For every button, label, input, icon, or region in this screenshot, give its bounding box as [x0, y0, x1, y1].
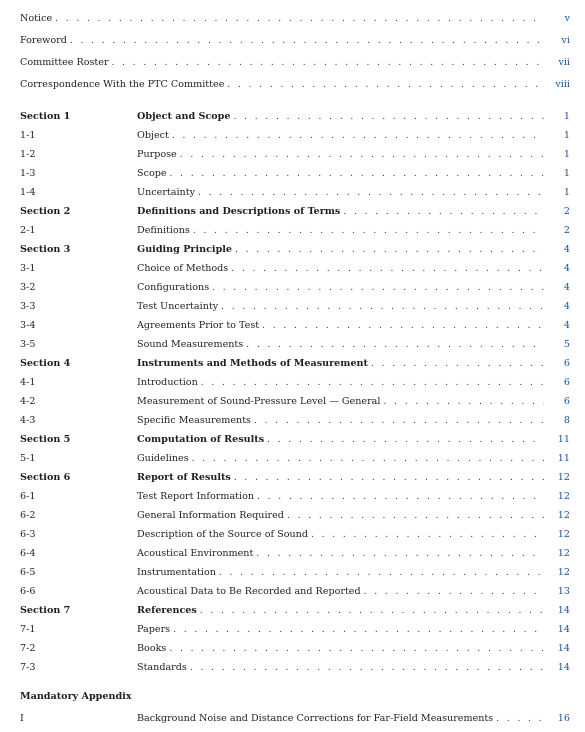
section-number: 4-3 — [20, 415, 36, 426]
dot-leader — [70, 36, 544, 46]
toc-entry — [20, 35, 570, 57]
dot-leader — [173, 625, 544, 635]
dot-leader — [200, 606, 544, 616]
section-number: 7-3 — [20, 662, 36, 673]
dot-leader — [234, 473, 544, 483]
dot-leader — [180, 150, 544, 160]
page-number-link[interactable]: 8 — [563, 415, 570, 426]
spacer — [20, 101, 570, 111]
dot-leader — [172, 131, 544, 141]
page-number-link[interactable]: 6 — [563, 377, 570, 388]
section-heading-row — [20, 244, 570, 263]
page-number-link[interactable]: 11 — [557, 453, 570, 464]
page-number-link[interactable]: v — [564, 13, 570, 24]
dot-leader — [170, 169, 544, 179]
section-number: 6-6 — [20, 586, 36, 597]
page-number-link[interactable]: vii — [558, 57, 570, 68]
section-heading-row — [20, 206, 570, 225]
page-number-link[interactable]: 12 — [557, 472, 570, 483]
page-number-link[interactable]: 6 — [563, 396, 570, 407]
section-title: Guiding Principle — [137, 244, 233, 255]
dot-leader — [219, 568, 544, 578]
section-title: Computation of Results — [137, 434, 265, 445]
section-title: Agreements Prior to Test — [137, 320, 260, 331]
subsection-row — [20, 339, 570, 358]
dot-leader — [311, 530, 544, 540]
section-number: 3-2 — [20, 282, 36, 293]
page-number-link[interactable]: 5 — [563, 339, 570, 350]
section-title: Purpose — [137, 149, 177, 160]
table-of-contents — [20, 13, 570, 732]
subsection-row — [20, 130, 570, 149]
page-number-link[interactable]: 2 — [563, 206, 570, 217]
section-number: 2-1 — [20, 225, 36, 236]
page-number-link[interactable]: 4 — [563, 320, 570, 331]
section-number: 7-2 — [20, 643, 36, 654]
dot-leader — [201, 378, 544, 388]
section-title: Papers — [137, 624, 171, 635]
subsection-row — [20, 662, 570, 681]
section-title: Description of the Source of Sound — [137, 529, 308, 540]
section-number: 6-2 — [20, 510, 36, 521]
section-heading-row — [20, 111, 570, 130]
section-number: 6-5 — [20, 567, 36, 578]
dot-leader — [55, 14, 544, 24]
page-number-link[interactable]: 1 — [563, 111, 570, 122]
section-number: Section 7 — [20, 605, 71, 616]
dot-leader — [371, 359, 544, 369]
subsection-row — [20, 168, 570, 187]
page-number-link[interactable]: 1 — [563, 149, 570, 160]
sections-list — [20, 111, 570, 681]
dot-leader — [267, 435, 544, 445]
section-title: Definitions and Descriptions of Terms — [137, 206, 341, 217]
section-title: Instrumentation — [137, 567, 216, 578]
page-number-link[interactable]: 12 — [557, 510, 570, 521]
subsection-row — [20, 548, 570, 567]
dot-leader — [190, 663, 544, 673]
section-title: Test Report Information — [137, 491, 255, 502]
appendix-heading: Mandatory Appendix — [20, 691, 132, 702]
section-number: 3-4 — [20, 320, 36, 331]
page-number-link[interactable]: 6 — [563, 358, 570, 369]
dot-leader — [192, 454, 544, 464]
section-number: Section 2 — [20, 206, 71, 217]
page-number-link[interactable]: 12 — [557, 529, 570, 540]
section-heading-row — [20, 605, 570, 624]
subsection-row — [20, 586, 570, 605]
dot-leader — [231, 264, 544, 274]
section-number: 1-2 — [20, 149, 36, 160]
dot-leader — [227, 80, 544, 90]
subsection-row — [20, 415, 570, 434]
page-number-link[interactable]: 12 — [557, 567, 570, 578]
section-title: Sound Measurements — [137, 339, 244, 350]
front-matter-list — [20, 13, 570, 101]
subsection-row — [20, 377, 570, 396]
subsection-row — [20, 510, 570, 529]
appendix-list — [20, 713, 570, 732]
section-title: Introduction — [137, 377, 198, 388]
dot-leader — [496, 714, 544, 724]
section-title: Acoustical Data to Be Recorded and Reported — [137, 586, 361, 597]
dot-leader — [198, 188, 544, 198]
page-number-link[interactable]: 12 — [557, 491, 570, 502]
section-number: 1-4 — [20, 187, 36, 198]
page-number-link[interactable]: 13 — [557, 586, 570, 597]
section-number: Section 4 — [20, 358, 71, 369]
section-heading-row — [20, 472, 570, 491]
section-title: Measurement of Sound-Pressure Level — General — [137, 396, 381, 407]
page-number-link[interactable]: 14 — [557, 624, 570, 635]
dot-leader — [246, 340, 544, 350]
dot-leader — [364, 587, 544, 597]
subsection-row — [20, 643, 570, 662]
page-number-link[interactable]: 11 — [557, 434, 570, 445]
section-title: Object and Scope — [137, 111, 231, 122]
section-number: Section 1 — [20, 111, 71, 122]
dot-leader — [212, 283, 544, 293]
section-title: General Information Required — [137, 510, 284, 521]
page-number-link[interactable]: 14 — [557, 662, 570, 673]
entry-title: Correspondence With the PTC Committee — [20, 79, 227, 90]
section-number: Section 5 — [20, 434, 71, 445]
section-title: Scope — [137, 168, 167, 179]
dot-leader — [169, 644, 544, 654]
page-number-link[interactable]: 4 — [563, 244, 570, 255]
section-title: Report of Results — [137, 472, 231, 483]
subsection-row — [20, 624, 570, 643]
page-number-link[interactable]: 4 — [563, 282, 570, 293]
section-number: Section 6 — [20, 472, 71, 483]
dot-leader — [221, 302, 544, 312]
dot-leader — [383, 397, 544, 407]
section-title: Test Uncertainty — [137, 301, 219, 312]
page-number-link[interactable]: 14 — [557, 643, 570, 654]
subsection-row — [20, 529, 570, 548]
entry-title: Notice — [20, 13, 55, 24]
subsection-row — [20, 453, 570, 472]
subsection-row — [20, 225, 570, 244]
section-number: 5-1 — [20, 453, 36, 464]
dot-leader — [287, 511, 544, 521]
dot-leader — [235, 245, 544, 255]
section-number: 7-1 — [20, 624, 36, 635]
section-number: 4-2 — [20, 396, 36, 407]
section-number: 4-1 — [20, 377, 36, 388]
section-title: Configurations — [137, 282, 210, 293]
section-number: 3-5 — [20, 339, 36, 350]
dot-leader — [257, 492, 544, 502]
subsection-row — [20, 301, 570, 320]
page-number-link[interactable]: 1 — [563, 187, 570, 198]
section-number: 3-1 — [20, 263, 36, 274]
section-number: 6-3 — [20, 529, 36, 540]
dot-leader — [256, 549, 544, 559]
section-title: Object — [137, 130, 169, 141]
page-number-link[interactable]: vi — [561, 35, 570, 46]
entry-title: Committee Roster — [20, 57, 112, 68]
section-number: 6-1 — [20, 491, 36, 502]
subsection-row — [20, 396, 570, 415]
section-title: Standards — [137, 662, 187, 673]
page-number-link[interactable]: 4 — [563, 301, 570, 312]
section-number: 6-4 — [20, 548, 36, 559]
section-title: Definitions — [137, 225, 190, 236]
page-number-link[interactable]: 1 — [563, 168, 570, 179]
section-number: 3-3 — [20, 301, 36, 312]
dot-leader — [112, 58, 544, 68]
subsection-row — [20, 320, 570, 339]
appendix-number: I — [20, 713, 24, 724]
appendix-entry — [20, 713, 570, 732]
subsection-row — [20, 149, 570, 168]
section-number: 1-1 — [20, 130, 36, 141]
section-title: Acoustical Environment — [137, 548, 254, 559]
section-number: Section 3 — [20, 244, 71, 255]
page-number-link[interactable]: viii — [555, 79, 570, 90]
subsection-row — [20, 491, 570, 510]
section-heading-row — [20, 358, 570, 377]
section-number: 1-3 — [20, 168, 36, 179]
entry-title: Foreword — [20, 35, 70, 46]
subsection-row — [20, 263, 570, 282]
section-title: Choice of Methods — [137, 263, 229, 274]
dot-leader — [343, 207, 544, 217]
section-title: Specific Measurements — [137, 415, 251, 426]
section-title: Books — [137, 643, 167, 654]
toc-entry — [20, 79, 570, 101]
toc-entry — [20, 13, 570, 35]
appendix-title: Background Noise and Distance Corrections for Far-Field Measurements — [137, 713, 494, 724]
section-title: Guidelines — [137, 453, 189, 464]
page-number-link[interactable]: 4 — [563, 263, 570, 274]
dot-leader — [254, 416, 544, 426]
page-number-link[interactable]: 12 — [557, 548, 570, 559]
page-number-link[interactable]: 14 — [557, 605, 570, 616]
section-heading-row — [20, 434, 570, 453]
subsection-row — [20, 282, 570, 301]
page-number-link[interactable]: 1 — [563, 130, 570, 141]
page-number-link[interactable]: 16 — [557, 713, 570, 724]
dot-leader — [233, 112, 544, 122]
subsection-row — [20, 567, 570, 586]
dot-leader — [262, 321, 544, 331]
section-title: References — [137, 605, 197, 616]
toc-entry — [20, 57, 570, 79]
section-title: Uncertainty — [137, 187, 195, 198]
page-number-link[interactable]: 2 — [563, 225, 570, 236]
subsection-row — [20, 187, 570, 206]
section-title: Instruments and Methods of Measurement — [137, 358, 368, 369]
dot-leader — [193, 226, 544, 236]
